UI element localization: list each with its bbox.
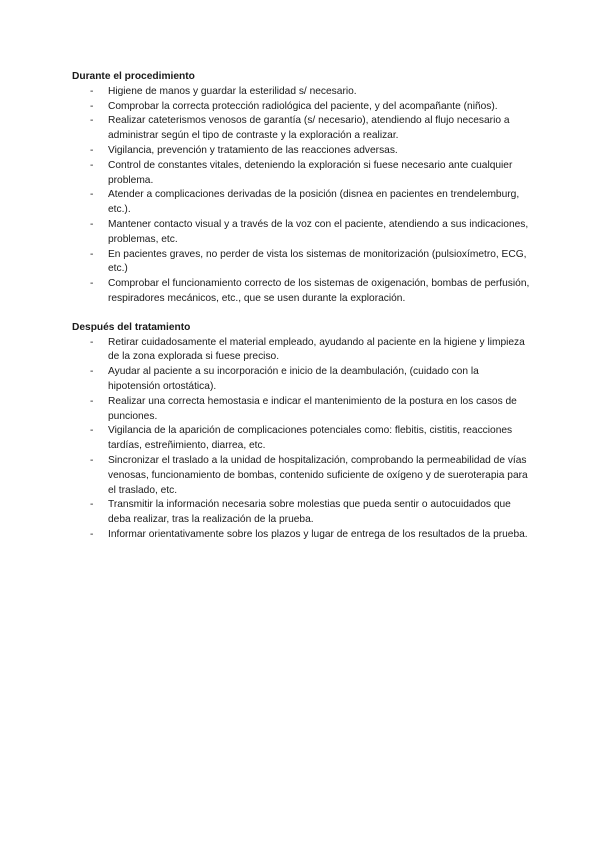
list-item (72, 144, 532, 159)
list-item-text: Atender a complicaciones derivadas de la posición (disnea en pacientes en trendelemburg, etc.). (108, 189, 520, 216)
bullet-dash: - (90, 278, 94, 290)
list-item-text: Vigilancia, prevención y tratamiento de las reacciones adversas. (108, 144, 398, 156)
section-title: Después del tratamiento (72, 321, 191, 333)
bullet-dash: - (90, 115, 94, 127)
list-item (72, 188, 532, 218)
item-list (72, 336, 532, 543)
bullet-dash: - (90, 336, 94, 348)
list-item (72, 85, 532, 100)
bullet-dash: - (90, 85, 94, 97)
section-durante-procedimiento (72, 70, 532, 307)
bullet-dash: - (90, 395, 94, 407)
bullet-dash: - (90, 499, 94, 511)
list-item-text: Transmitir la información necesaria sobre molestias que pueda sentir o autocuidados que deba realizar, tras la realización de la prueba. (108, 499, 511, 526)
bullet-dash: - (90, 100, 94, 112)
list-item (72, 395, 532, 425)
list-item-text: Retirar cuidadosamente el material empleado, ayudando al paciente en la higiene y limpieza de la zona explorada si fuese preciso. (108, 336, 525, 363)
list-item-text: Realizar una correcta hemostasia e indicar el mantenimiento de la postura en los casos de punciones. (108, 395, 517, 422)
bullet-dash: - (90, 248, 94, 260)
list-item (72, 336, 532, 366)
list-item (72, 114, 532, 144)
list-item (72, 100, 532, 115)
document-page (72, 70, 532, 543)
item-list (72, 85, 532, 307)
section-despues-tratamiento (72, 321, 532, 543)
list-item-text: Mantener contacto visual y a través de la voz con el paciente, atendiendo a sus indicaciones, problemas, etc. (108, 218, 529, 245)
list-item-text: Realizar cateterismos venosos de garantía (s/ necesario), atendiendo al flujo necesario a administrar según el tipo de contraste y la exploración a realizar. (108, 115, 510, 142)
bullet-dash: - (90, 425, 94, 437)
list-item-text: Comprobar el funcionamiento correcto de los sistemas de oxigenación, bombas de perfusión, respiradores mecánicos, etc., que se usen durante la exploración. (108, 278, 530, 304)
list-item (72, 159, 532, 189)
bullet-dash: - (90, 144, 94, 156)
list-item (72, 498, 532, 528)
list-item-text: En pacientes graves, no perder de vista los sistemas de monitorización (pulsioxímetro, ECG, etc.) (108, 248, 527, 275)
list-item-text: Comprobar la correcta protección radiológica del paciente, y del acompañante (niños). (108, 100, 498, 112)
bullet-dash: - (90, 454, 94, 466)
list-item-text: Vigilancia de la aparición de complicaciones potenciales como: flebitis, cistitis, reacciones tardías, estreñimiento, diarrea, etc. (108, 425, 513, 452)
list-item-text: Sincronizar el traslado a la unidad de hospitalización, comprobando la permeabilidad de vías venosas, funcionamiento de bombas, contenido suficiente de oxígeno y de sueroterapia para el traslado, etc. (108, 454, 528, 496)
bullet-dash: - (90, 189, 94, 201)
list-item (72, 528, 532, 543)
list-item-text: Control de constantes vitales, deteniendo la exploración si fuese necesario ante cualquier problema. (108, 159, 513, 186)
list-item (72, 424, 532, 454)
bullet-dash: - (90, 218, 94, 230)
list-item-text: Higiene de manos y guardar la esterilidad s/ necesario. (108, 85, 357, 97)
section-title: Durante el procedimiento (72, 71, 195, 82)
list-item (72, 277, 532, 307)
list-item-text: Informar orientativamente sobre los plazos y lugar de entrega de los resultados de la prueba. (108, 528, 528, 540)
list-item-text: Ayudar al paciente a su incorporación e inicio de la deambulación, (cuidado con la hipotensión ortostática). (108, 366, 479, 392)
list-item (72, 454, 532, 498)
list-item (72, 218, 532, 248)
bullet-dash: - (90, 159, 94, 171)
list-item (72, 248, 532, 278)
bullet-dash: - (90, 528, 94, 540)
bullet-dash: - (90, 366, 94, 378)
list-item (72, 365, 532, 395)
